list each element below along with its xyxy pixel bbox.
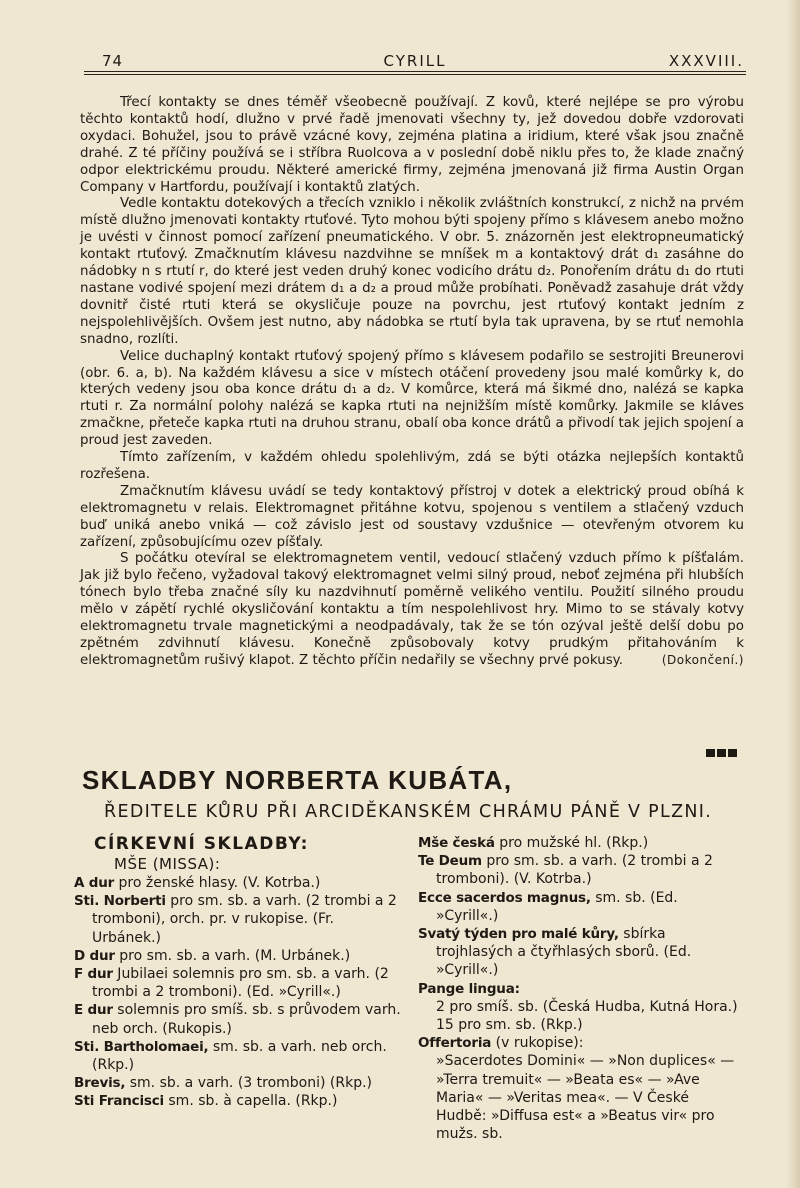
list-item: Sti Francisci sm. sb. à capella. (Rkp.) xyxy=(74,1093,338,1110)
announcement-subtitle: ŘEDITELE KŮRU PŘI ARCIDĚKANSKÉM CHRÁMU PÁNĚ V PLZNI. xyxy=(104,802,713,822)
header-rule-thin xyxy=(84,74,746,75)
list-item: Te Deum pro sm. sb. a varh. (2 trombi a 2 tromboni). (V. Kotrba.) xyxy=(418,853,713,888)
list-item-sub: 15 pro sm. sb. (Rkp.) xyxy=(436,1017,583,1034)
continued-note: (Dokončení.) xyxy=(661,652,744,667)
paragraph: Tímto zařízením, v každém ohledu spolehlivým, zdá se býti otázka nejlepších kontaktů rozřešena. xyxy=(80,450,744,482)
list-item: F dur Jubilaei solemnis pro sm. sb. a varh. (2 trombi a 2 tromboni). (Ed. »Cyrill«.) xyxy=(74,966,389,1001)
list-item: Svatý týden pro malé kůry, sbírka trojhlasých a čtyřhlasých sborů. (Ed. »Cyrill«.) xyxy=(418,926,692,979)
page-number: 74 xyxy=(102,52,124,70)
list-item: Sti. Bartholomaei, sm. sb. a varh. neb orch. (Rkp.) xyxy=(74,1038,387,1074)
list-item: E dur solemnis pro smíš. sb. s průvodem varh. neb orch. (Rukopis.) xyxy=(74,1002,401,1037)
left-column xyxy=(74,834,404,1111)
paragraph: Velice duchaplný kontakt rtuťový spojený přímo s klávesem podařilo se sestrojiti Breunerovi (obr. 6. a, b). Na každém klávesu a sice v místech otáčení provedeny jsou malé komůrky k, do kterých vedeny jsou oba konce drátu d₁ a d₂. V komůrce, která má šikmé dno, nalézá se kapka rtuti r. Za normální polohy nalézá se kapka rtuti na nejnižším místě komůrky. Jakmile se kláves zmačkne, přeteče kapka rtuti na druhou stranu, obalí oba konce drátů a přivodí tak jejich spojení a proud jest zaveden. xyxy=(80,348,744,449)
section-heading: CÍRKEVNÍ SKLADBY: xyxy=(94,834,309,854)
list-item: Brevis, sm. sb. a varh. (3 tromboni) (Rkp.) xyxy=(74,1075,373,1092)
paragraph: Třecí kontakty se dnes téměř všeobecně používají. Z kovů, které nejlépe se pro výrobu těchto kontaktů hodí, dlužno v prvé řadě jmenovati všechny ty, jež dovedou dobře vzdorovati oxydaci. Bohužel, jsou to právě vzácné kovy, zejména platina a iridium, které však jsou značně drahé. Z té příčiny používá se i stříbra Ruolcova a v poslední době niklu přes to, že klade značný odpor elektrickému proudu. Některé americké firmy, zejména jmenovaná již firma Austin Organ Company v Hartfordu, používají i kontaktů zlatých. xyxy=(80,95,744,195)
section-subheading: MŠE (MISSA): xyxy=(114,855,221,873)
page-edge-shadow xyxy=(786,0,800,1188)
right-column xyxy=(418,834,743,1143)
paragraph: Zmačknutím klávesu uvádí se tedy kontaktový přístroj v dotek a elektrický proud obíhá k elektromagnetu v relais. Elektromagnet přitáhne kotvu, spojenou s ventilem a stlačený vzduch buď uniká anebo vniká — což závislo jest od soustavy vzdušnice — otevřeným otvorem ku zařízení, způsobujícímu ozev píšťaly. xyxy=(80,483,744,550)
list-item: Mše česká pro mužské hl. (Rkp.) xyxy=(418,835,649,851)
list-item: Sti. Norberti pro sm. sb. a varh. (2 trombi a 2 tromboni), orch. pr. v rukopise. (Fr. Urbánek.) xyxy=(74,893,397,946)
list-item: Pange lingua: xyxy=(418,980,520,997)
announcement-title: SKLADBY NORBERTA KUBÁTA, xyxy=(82,765,513,795)
list-item: Ecce sacerdos magnus, sm. sb. (Ed. »Cyrill«.) xyxy=(418,889,678,924)
header-rule xyxy=(84,71,746,72)
article-body xyxy=(80,95,744,667)
journal-title: CYRILL xyxy=(383,52,447,70)
list-item-sub: 2 pro smíš. sb. (Česká Hudba, Kutná Hora.) xyxy=(436,998,738,1015)
list-item-sub: »Sacerdotes Domini« — »Non duplices« — »Terra tremuit« — »Beata es« — »Ave Maria« — »Veritas mea«. — V České Hudbě: »Diffusa est« a »Beatus vir« pro mužs. sb. xyxy=(436,1053,735,1143)
section-ornament xyxy=(706,742,739,761)
volume-number: XXXVIII. xyxy=(668,52,744,70)
running-head xyxy=(84,52,746,72)
list-item: A dur pro ženské hlasy. (V. Kotrba.) xyxy=(74,875,321,891)
list-item: D dur pro sm. sb. a varh. (M. Urbánek.) xyxy=(74,947,351,964)
list-item: Offertoria (v rukopise): xyxy=(418,1035,584,1052)
paragraph: Vedle kontaktu dotekových a třecích vzniklo i několik zvláštních konstrukcí, z nichž na prvém místě dlužno jmenovati kontakty rtuťové. Tyto mohou býti spojeny přímo s klávesem anebo možno je uvésti v činnost pomocí zařízení pneumatického. V obr. 5. znázorněn jest elektropneumatický kontakt rtuťový. Zmačknutím klávesu nazdvihne se mníšek m a kontaktový drát d₁ zasáhne do nádobky n s rtutí r, do které jest veden druhý konec vodicího drátu d₂. Ponořením drátu d₁ do rtuti nastane vodivé spojení mezi drátem d₁ a d₂ a proud může probíhati. Poněvadž zasahuje drát vždy dovnitř čisté rtuti která se okysličuje pouze na povrchu, jest rtuťový kontakt jedním z nejspolehlivějších. Ovšem jest nutno, aby nádobka se rtutí byla tak upravena, by se rtuť nemohla snadno, rozlíti. xyxy=(80,196,744,347)
paragraph: S počátku otevíral se elektromagnetem ventil, vedoucí stlačený vzduch přímo k píšťalám. Jak již bylo řečeno, vyžadoval takový elektromagnet velmi silný proud, neboť zejména při hlubších tónech bylo třeba značné síly ku nazdvihnutí poměrně velikého ventilu. Použití silného proudu mělo v zápětí rychlé okysličování kontaktu a tím nespolehlivost hry. Mimo to se stávaly kotvy elektromagnetu trvale magnetickými a neodpadávaly, tak že se tón ozýval ještě delší dobu po zpětném zdvihnutí klávesu. Konečně způsobovaly kotvy prudkým přitahováním k elektromagnetům rušivý klapot. Z těchto příčin nedařily se všechny prvé pokusy. xyxy=(80,551,744,668)
